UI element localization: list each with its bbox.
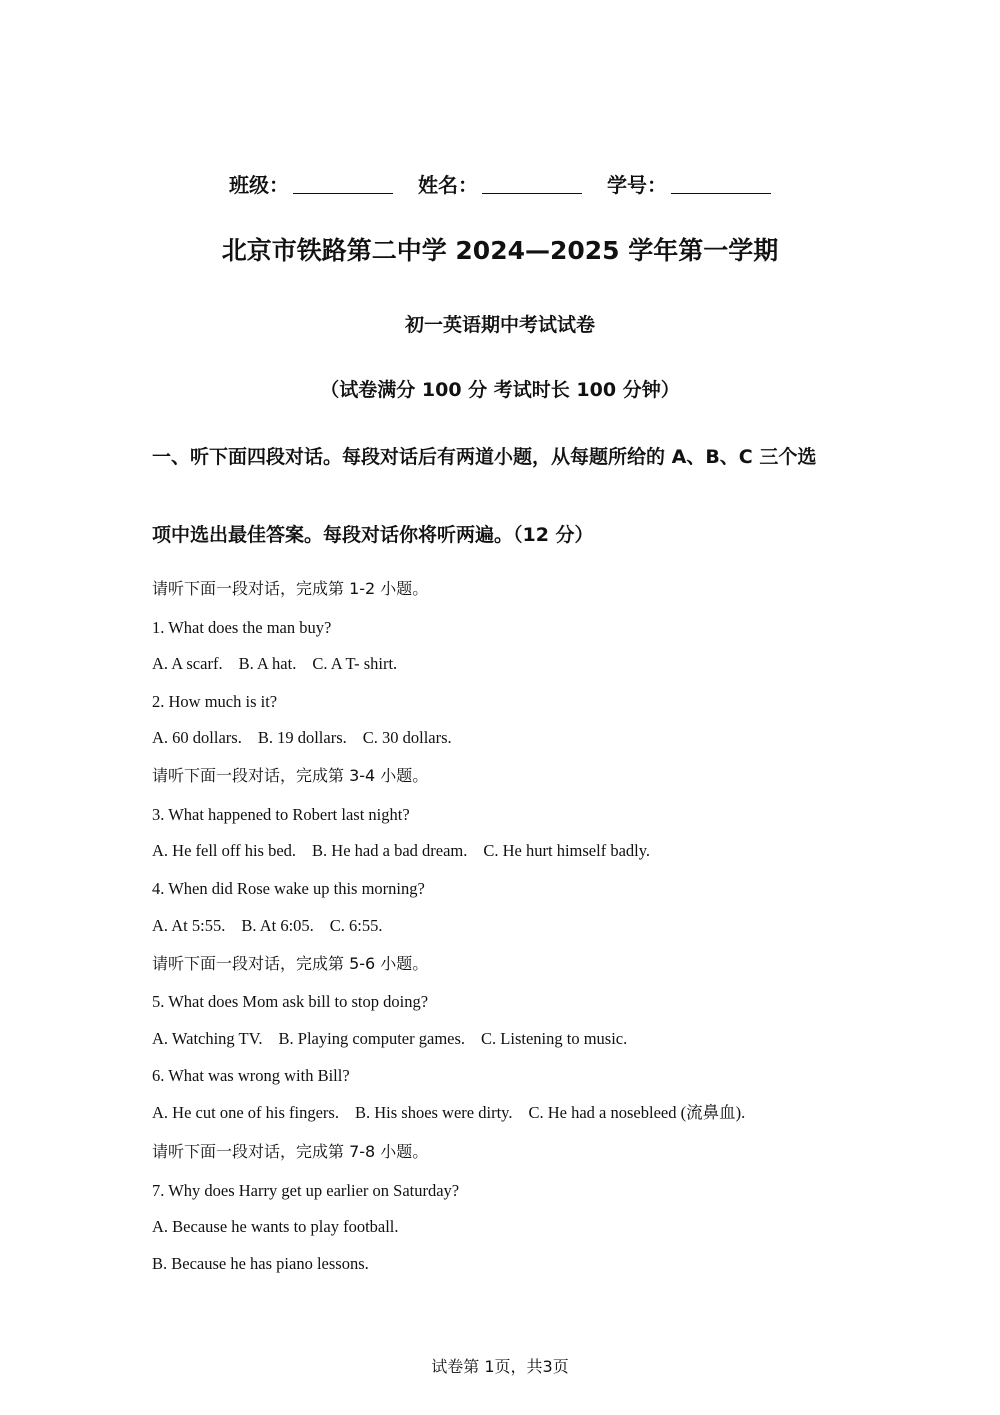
option-a[interactable]: A. A scarf. [152,654,223,673]
question-text: 4. When did Rose wake up this morning? [152,879,425,898]
group-intro: 请听下面一段对话，完成第 7-8 小题。 [152,1142,429,1161]
student-id-field [607,172,771,198]
group-intro: 请听下面一段对话，完成第 1-2 小题。 [152,579,429,598]
option-b[interactable]: B. Playing computer games. [278,1029,466,1048]
option-b[interactable]: B. He had a bad dream. [312,841,468,860]
option-a[interactable]: A. He fell off his bed. [152,841,297,860]
option-c[interactable]: C. Listening to music. [481,1029,628,1048]
option-a[interactable]: A. Because he wants to play football. [152,1217,399,1236]
question-text: 1. What does the man buy? [152,618,332,637]
option-row [152,654,413,674]
group-intro: 请听下面一段对话，完成第 3-4 小题。 [152,766,429,785]
option-a[interactable]: A. 60 dollars. [152,728,242,747]
question-text: 2. How much is it? [152,692,278,711]
option-row [152,1103,761,1123]
question-text: 7. Why does Harry get up earlier on Saturday? [152,1181,460,1200]
option-a[interactable]: A. At 5:55. [152,916,226,935]
option-c[interactable]: C. 30 dollars. [362,728,452,747]
student-id-blank[interactable] [671,175,771,194]
option-row [152,728,468,748]
exam-title: 北京市铁路第二中学 2024—2025 学年第一学期 [221,236,779,265]
option-row [152,1029,643,1049]
name-blank[interactable] [482,175,582,194]
option-b[interactable]: B. A hat. [238,654,297,673]
option-a[interactable]: A. Watching TV. [152,1029,263,1048]
student-info-row [0,172,1000,198]
option-b[interactable]: B. Because he has piano lessons. [152,1254,369,1273]
option-c[interactable]: C. He had a nosebleed (流鼻血). [528,1103,746,1122]
student-id-label: 学号： [606,173,667,197]
name-field [418,172,582,198]
option-b[interactable]: B. His shoes were dirty. [354,1103,513,1122]
section-heading-line-2: 项中选出最佳答案。每段对话你将听两遍。（12 分） [152,524,594,546]
name-label: 姓名： [418,173,478,197]
option-a[interactable]: A. He cut one of his fingers. [152,1103,339,1122]
option-row [152,841,666,861]
exam-note: （试卷满分 100 分 考试时长 100 分钟） [320,379,680,401]
class-blank[interactable] [293,175,393,194]
option-c[interactable]: C. He hurt himself badly. [483,841,651,860]
option-row [152,916,399,936]
page-footer: 试卷第 1页，共3页 [431,1357,569,1376]
group-intro: 请听下面一段对话，完成第 5-6 小题。 [152,954,429,973]
question-text: 6. What was wrong with Bill? [152,1066,350,1085]
question-text: 5. What does Mom ask bill to stop doing? [152,992,429,1011]
question-text: 3. What happened to Robert last night? [152,805,410,824]
section-heading-line-1: 一、听下面四段对话。每段对话后有两道小题，从每题所给的 A、B、C 三个选 [152,446,817,468]
exam-subtitle: 初一英语期中考试试卷 [404,314,595,336]
class-field [229,172,393,198]
class-label: 班级： [229,173,290,197]
option-c[interactable]: C. 6:55. [329,916,383,935]
option-b[interactable]: B. At 6:05. [241,916,314,935]
option-c[interactable]: C. A T- shirt. [312,654,398,673]
option-b[interactable]: B. 19 dollars. [257,728,347,747]
